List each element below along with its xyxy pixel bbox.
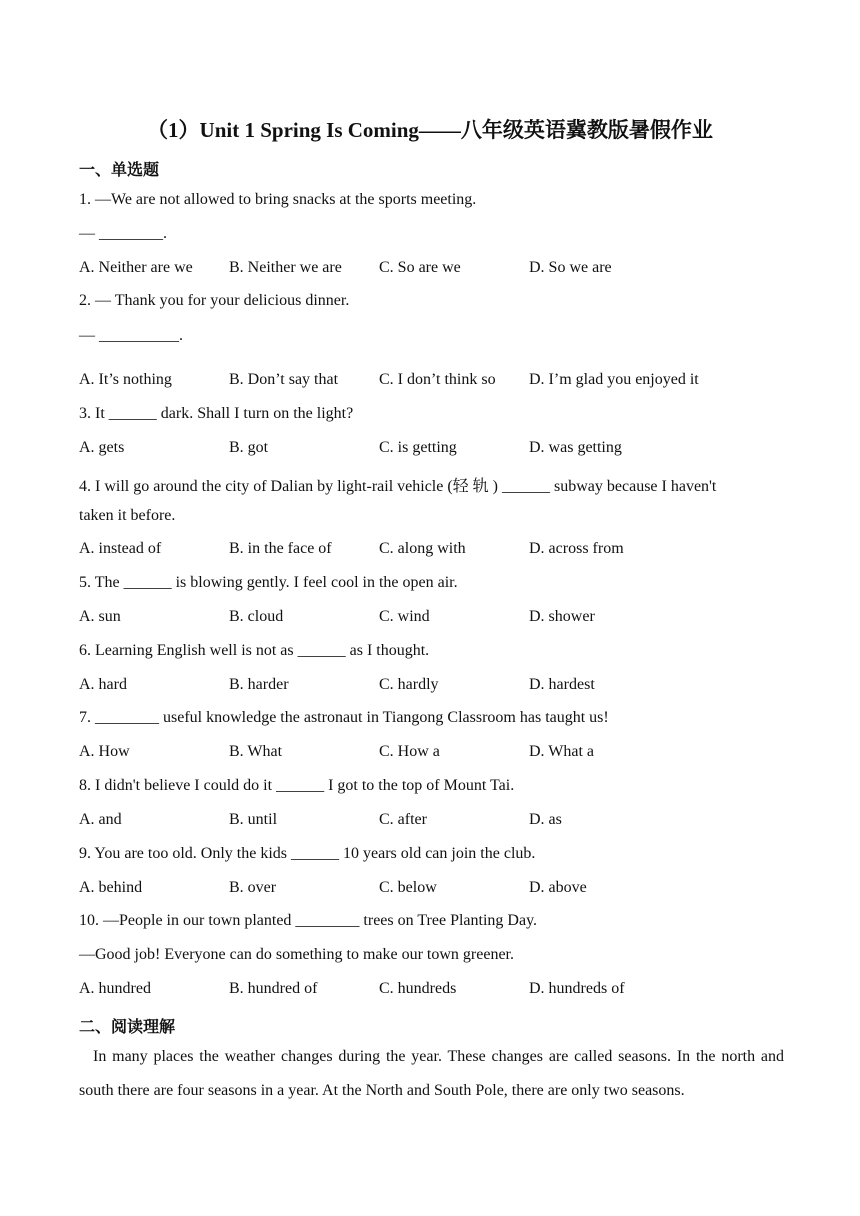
option-d: D. as (529, 811, 562, 828)
option-b: B. hundred of (229, 980, 318, 997)
option-b: B. in the face of (229, 540, 332, 557)
question-2-stem: 2. — Thank you for your delicious dinner. (79, 292, 350, 309)
option-d: D. above (529, 879, 587, 896)
reading-passage: In many places the weather changes during the year. These changes are called seasons. In the north and south there are four seasons in a year. At the North and South Pole, there are only two seasons. (79, 1048, 784, 1099)
option-d: D. What a (529, 743, 595, 760)
option-b: B. over (229, 879, 277, 896)
option-d: D. across from (529, 540, 624, 557)
option-a: A. and (79, 811, 122, 828)
question-7-stem: 7. ________ useful knowledge the astronaut in Tiangong Classroom has taught us! (79, 709, 609, 726)
question-9-stem: 9. You are too old. Only the kids ______ 10 years old can join the club. (79, 845, 536, 862)
question-1-stem: 1. —We are not allowed to bring snacks at the sports meeting. (79, 191, 477, 208)
option-d: D. hardest (529, 676, 595, 693)
option-a: A. behind (79, 879, 143, 896)
question-6-stem: 6. Learning English well is not as ______ as I thought. (79, 642, 430, 659)
option-d: D. shower (529, 608, 595, 625)
option-b: B. until (229, 811, 278, 828)
option-a: A. gets (79, 439, 125, 456)
option-d: D. hundreds of (529, 980, 625, 997)
option-a: A. hundred (79, 980, 151, 997)
section-heading-reading: 二、阅读理解 (79, 1017, 176, 1036)
question-10-stem: 10. —People in our town planted ________ trees on Tree Planting Day. (79, 912, 538, 929)
option-c: C. along with (379, 540, 466, 557)
question-4-stem-continued: taken it before. (79, 507, 176, 524)
option-a: A. sun (79, 608, 121, 625)
option-c: C. So are we (379, 259, 461, 276)
document-title: （1）Unit 1 Spring Is Coming——八年级英语冀教版暑假作业 (147, 118, 713, 142)
option-a: A. instead of (79, 540, 162, 557)
option-a: A. It’s nothing (79, 371, 172, 388)
option-c: C. is getting (379, 439, 457, 456)
option-c: C. below (379, 879, 437, 896)
option-b: B. cloud (229, 608, 284, 625)
option-c: C. I don’t think so (379, 371, 496, 388)
option-a: A. Neither are we (79, 259, 193, 276)
option-d: D. was getting (529, 439, 622, 456)
option-c: C. after (379, 811, 427, 828)
option-a: A. hard (79, 676, 127, 693)
option-c: C. hardly (379, 676, 439, 693)
question-10-response: —Good job! Everyone can do something to make our town greener. (79, 946, 514, 963)
option-b: B. What (229, 743, 283, 760)
question-5-stem: 5. The ______ is blowing gently. I feel cool in the open air. (79, 574, 458, 591)
section-heading-single-choice: 一、单选题 (79, 160, 160, 179)
option-b: B. harder (229, 676, 289, 693)
option-d: D. I’m glad you enjoyed it (529, 371, 699, 388)
option-c: C. wind (379, 608, 430, 625)
option-b: B. Don’t say that (229, 371, 339, 388)
question-4-stem: 4. I will go around the city of Dalian by light-rail vehicle (轻 轨 ) ______ subway because I haven't (79, 478, 717, 495)
option-b: B. Neither we are (229, 259, 342, 276)
question-2-response: — __________. (79, 327, 183, 344)
option-a: A. How (79, 743, 130, 760)
option-d: D. So we are (529, 259, 612, 276)
option-c: C. How a (379, 743, 440, 760)
option-b: B. got (229, 439, 269, 456)
question-8-stem: 8. I didn't believe I could do it ______ I got to the top of Mount Tai. (79, 777, 515, 794)
question-1-response: — ________. (79, 225, 167, 242)
option-c: C. hundreds (379, 980, 457, 997)
question-3-stem: 3. It ______ dark. Shall I turn on the light? (79, 405, 354, 422)
